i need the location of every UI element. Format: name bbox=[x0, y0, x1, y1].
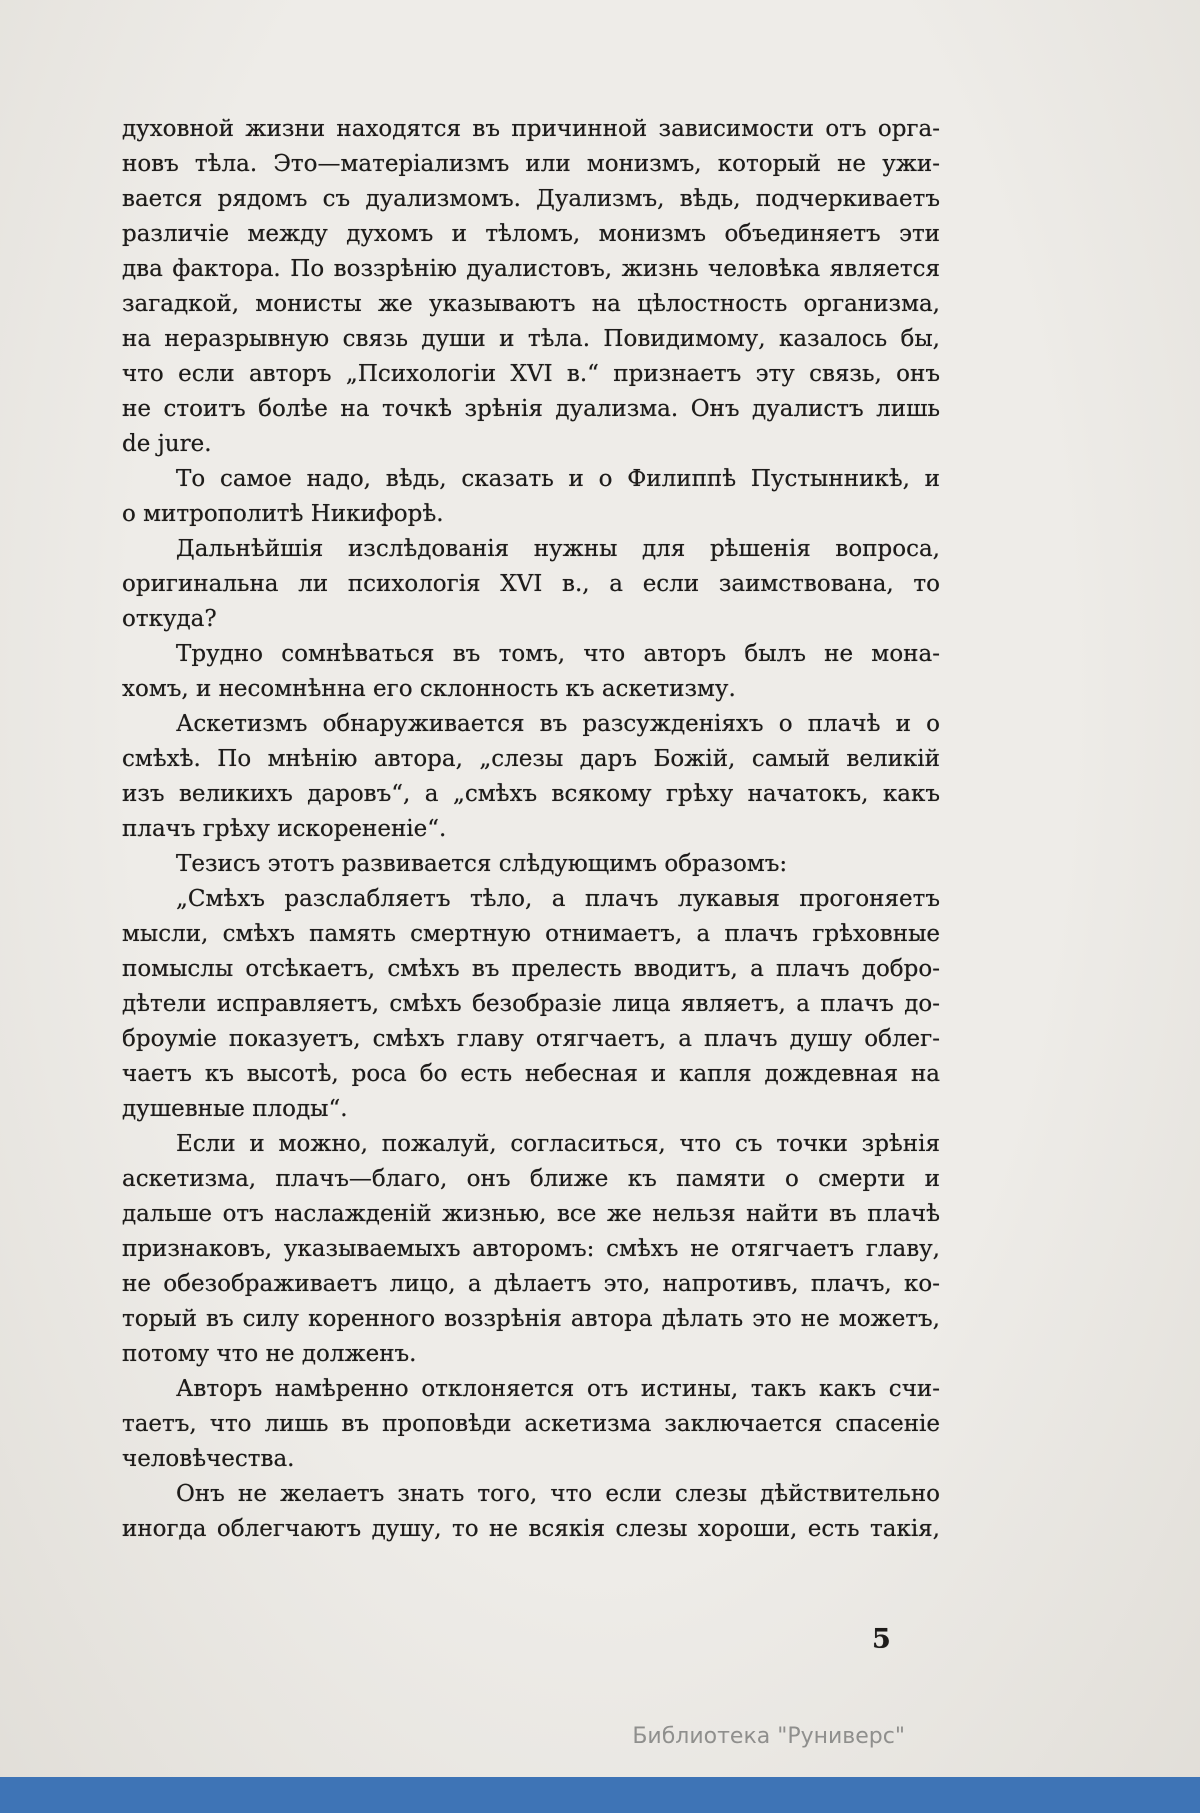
text-line: новъ тѣла. Это—матеріализмъ или монизмъ, который не ужи- bbox=[122, 151, 940, 177]
text-line: торый въ силу коренного воззрѣнія автора дѣлать это не можетъ, bbox=[122, 1306, 940, 1332]
text-line: плачъ грѣху искорененіе“. bbox=[122, 816, 447, 842]
text-line: откуда? bbox=[122, 606, 217, 632]
text-line: что если авторъ „Психологіи XVI в.“ признаетъ эту связь, онъ bbox=[122, 361, 940, 387]
paragraph bbox=[122, 1477, 940, 1547]
text-line: Аскетизмъ обнаруживается въ разсужденіяхъ о плачѣ и о bbox=[176, 711, 940, 737]
paragraph bbox=[122, 112, 940, 462]
paragraph bbox=[122, 532, 940, 637]
paragraph bbox=[122, 462, 940, 532]
text-line: изъ великихъ даровъ“, а „смѣхъ всякому грѣху начатокъ, какъ bbox=[122, 781, 940, 807]
text-line: духовной жизни находятся въ причинной зависимости отъ орга- bbox=[122, 116, 940, 142]
paragraph bbox=[122, 1127, 940, 1372]
page-number: 5 bbox=[872, 1624, 891, 1655]
text-line: аскетизма, плачъ—благо, онъ ближе къ памяти о смерти и bbox=[122, 1166, 940, 1192]
text-line: de jure. bbox=[122, 431, 212, 457]
text-line: на неразрывную связь души и тѣла. Повидимому, казалось бы, bbox=[122, 326, 940, 352]
text-line: чаетъ къ высотѣ, роса бо есть небесная и капля дождевная на bbox=[122, 1061, 940, 1087]
text-line: различіе между духомъ и тѣломъ, монизмъ объединяетъ эти bbox=[122, 221, 940, 247]
text-line: „Смѣхъ разслабляетъ тѣло, а плачъ лукавыя прогоняетъ bbox=[176, 886, 940, 912]
text-line: броуміе показуетъ, смѣхъ главу отягчаетъ, а плачъ душу облег- bbox=[122, 1026, 940, 1052]
text-line: душевные плоды“. bbox=[122, 1096, 348, 1122]
text-line: То самое надо, вѣдь, сказать и о Филиппѣ Пустынникѣ, и bbox=[176, 466, 940, 492]
page-text bbox=[122, 112, 940, 1547]
text-line: Если и можно, пожалуй, согласиться, что съ точки зрѣнія bbox=[176, 1131, 940, 1157]
text-line: помыслы отсѣкаетъ, смѣхъ въ прелесть вводитъ, а плачъ добро- bbox=[122, 956, 940, 982]
text-line: Трудно сомнѣваться въ томъ, что авторъ былъ не мона- bbox=[176, 641, 940, 667]
footer-bar bbox=[0, 1777, 1200, 1813]
watermark-text: Библиотека "Руниверс" bbox=[632, 1724, 905, 1749]
paragraph bbox=[122, 1372, 940, 1477]
text-line: два фактора. По воззрѣнію дуалистовъ, жизнь человѣка является bbox=[122, 256, 940, 282]
text-line: человѣчества. bbox=[122, 1446, 295, 1472]
text-line: смѣхѣ. По мнѣнію автора, „слезы даръ Божій, самый великій bbox=[122, 746, 940, 772]
text-line: вается рядомъ съ дуализмомъ. Дуализмъ, вѣдь, подчеркиваетъ bbox=[122, 186, 940, 212]
text-line: признаковъ, указываемыхъ авторомъ: смѣхъ не отягчаетъ главу, bbox=[122, 1236, 940, 1262]
text-line: мысли, смѣхъ память смертную отнимаетъ, а плачъ грѣховные bbox=[122, 921, 940, 947]
paragraph bbox=[122, 882, 940, 1127]
text-line: Тезисъ этотъ развивается слѣдующимъ образомъ: bbox=[176, 851, 788, 877]
paragraph bbox=[122, 847, 940, 882]
text-line: таетъ, что лишь въ проповѣди аскетизма заключается спасеніе bbox=[122, 1411, 940, 1437]
text-line: иногда облегчаютъ душу, то не всякія слезы хороши, есть такія, bbox=[122, 1516, 940, 1542]
text-line: Дальнѣйшія изслѣдованія нужны для рѣшенія вопроса, bbox=[176, 536, 940, 562]
text-line: загадкой, монисты же указываютъ на цѣлостность организма, bbox=[122, 291, 940, 317]
text-line: хомъ, и несомнѣнна его склонность къ аскетизму. bbox=[122, 676, 736, 702]
text-line: не стоитъ болѣе на точкѣ зрѣнія дуализма. Онъ дуалистъ лишь bbox=[122, 396, 940, 422]
text-line: о митрополитѣ Никифорѣ. bbox=[122, 501, 444, 527]
text-line: оригинальна ли психологія XVI в., а если заимствована, то bbox=[122, 571, 940, 597]
text-line: Онъ не желаетъ знать того, что если слезы дѣйствительно bbox=[176, 1481, 940, 1507]
text-line: потому что не долженъ. bbox=[122, 1341, 417, 1367]
text-line: Авторъ намѣренно отклоняется отъ истины, такъ какъ счи- bbox=[176, 1376, 940, 1402]
text-line: не обезображиваетъ лицо, а дѣлаетъ это, напротивъ, плачъ, ко- bbox=[122, 1271, 940, 1297]
paragraph bbox=[122, 707, 940, 847]
paragraph bbox=[122, 637, 940, 707]
text-line: дѣтели исправляетъ, смѣхъ безобразіе лица являетъ, а плачъ до- bbox=[122, 991, 940, 1017]
text-line: дальше отъ наслажденій жизнью, все же нельзя найти въ плачѣ bbox=[122, 1201, 940, 1227]
